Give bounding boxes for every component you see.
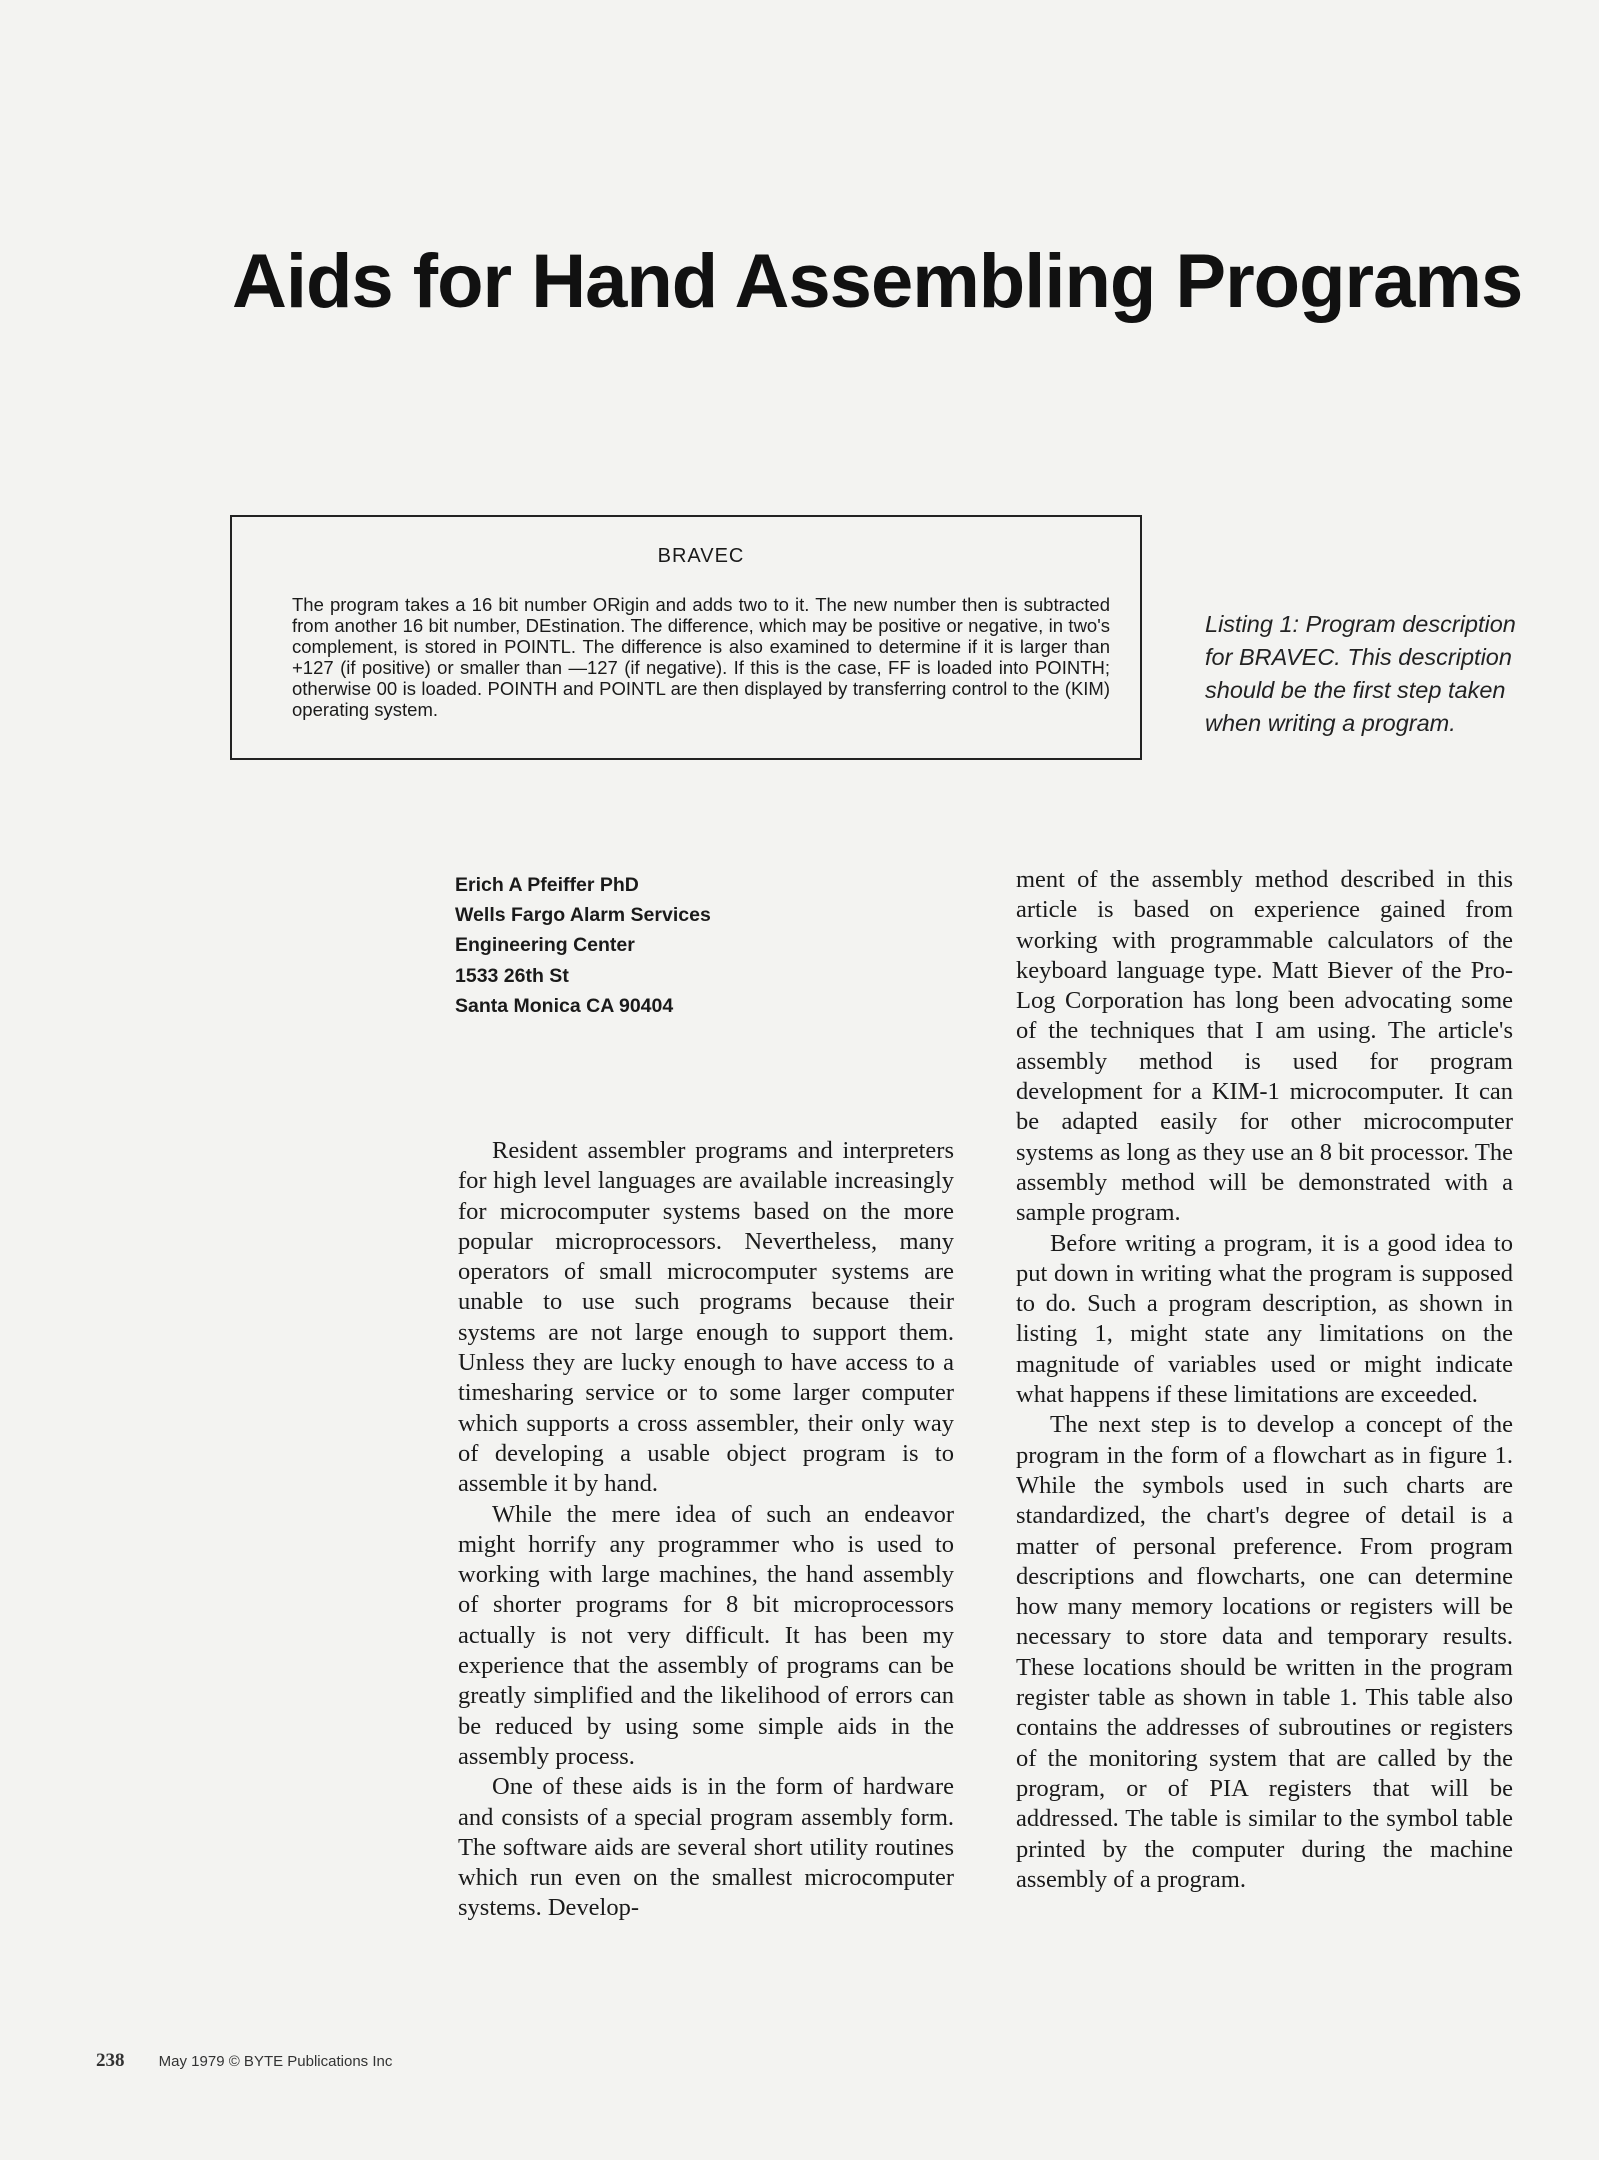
paragraph: One of these aids is in the form of hardware and consists of a special program assembly form. The software aids are several short utility routines which run even on the smallest microcomputer systems. Develop- <box>458 1773 954 1922</box>
body-column-right <box>1016 865 1513 1895</box>
author-department: Engineering Center <box>455 934 635 957</box>
paragraph: ment of the assembly method described in this article is based on experience gained from working with programmable calculators of the keyboard language type. Matt Biever of the Pro-Log Corporation has long been advocating some of the techniques that I am using. The article's assembly method is used for program development for a KIM-1 microcomputer. It can be adapted easily for other microcomputer systems as long as they use an 8 bit processor. The assembly method will be demonstrated with a sample program. <box>1016 866 1513 1227</box>
article-title: Aids for Hand Assembling Programs <box>232 239 1523 324</box>
listing-heading: BRAVEC <box>657 545 745 567</box>
author-block <box>455 870 855 1021</box>
author-company: Wells Fargo Alarm Services <box>455 904 711 927</box>
page-footer <box>96 2050 392 2072</box>
paragraph: Before writing a program, it is a good idea to put down in writing what the program is supposed to do. Such a program description, as shown in listing 1, might state any limitations on the magnitude of variables used or might indicate what happens if these limitations are exceeded. <box>1016 1229 1513 1409</box>
paragraph: Resident assembler programs and interpreters for high level languages are available increasingly for microcomputer systems based on the more popular microprocessors. Nevertheless, many operators of small microcomputer systems are unable to use such programs because their systems are not large enough to support them. Unless they are lucky enough to have access to a timesharing service or to some larger computer which supports a cross assembler, their only way of developing a usable object program is to assemble it by hand. <box>458 1137 954 1498</box>
author-name: Erich A Pfeiffer PhD <box>455 874 639 896</box>
footer-publication: May 1979 © BYTE Publications Inc <box>158 2053 393 2070</box>
paragraph: The next step is to develop a concept of the program in the form of a flowchart as in figure 1. While the symbols used in such charts are standardized, the chart's degree of detail is a matter of personal preference. From program descriptions and flowcharts, one can determine how many memory locations or registers will be necessary to store data and temporary results. These locations should be written in the program register table as shown in table 1. This table also contains the addresses of subroutines or registers of the monitoring system that are called by the program, or of PIA registers that will be addressed. The table is similar to the symbol table printed by the computer during the machine assembly of a program. <box>1016 1411 1513 1893</box>
paragraph: While the mere idea of such an endeavor might horrify any programmer who is used to working with large machines, the hand assembly of shorter programs for 8 bit microprocessors actually is not very difficult. It has been my experience that the assembly of programs can be greatly simplified and the likelihood of errors can be reduced by using some simple aids in the assembly process. <box>458 1500 954 1770</box>
page-number: 238 <box>96 2050 125 2071</box>
listing-caption: Listing 1: Program description for BRAVEC. This description should be the first step taken when writing a program. <box>1205 611 1516 736</box>
listing-description: The program takes a 16 bit number ORigin and adds two to it. The new number then is subtracted from another 16 bit number, DEstination. The difference, which may be positive or negative, in two's complement, is stored in POINTL. The difference is also examined to determine if it is larger than +127 (if positive) or smaller than —127 (if negative). If this is the case, FF is loaded into POINTH; otherwise 00 is loaded. POINTH and POINTL are then displayed by transferring control to the (KIM) operating system. <box>292 594 1110 721</box>
body-column-left <box>458 1136 954 1924</box>
author-street: 1533 26th St <box>455 964 569 987</box>
listing-box <box>230 515 1142 760</box>
author-city: Santa Monica CA 90404 <box>455 994 674 1017</box>
